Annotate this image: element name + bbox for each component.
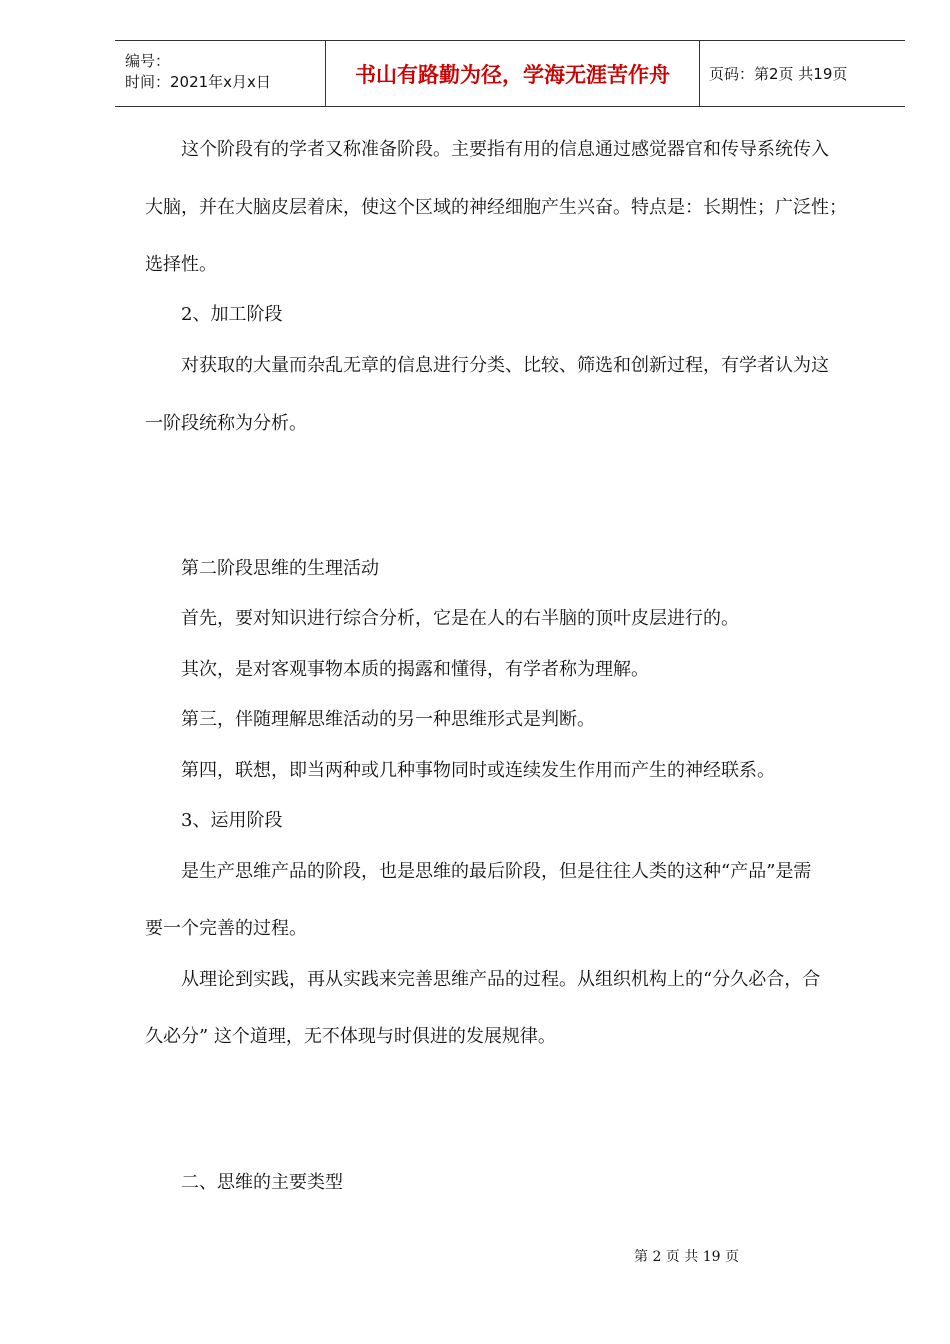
paragraph-line: 是生产思维产品的阶段，也是思维的最后阶段，但是往往人类的这种“产品”是需 [181,861,812,882]
page-footer: 第 2 页 共 19 页 [634,1249,739,1265]
header-meta [115,41,326,107]
paragraph-line: 大脑，并在大脑皮层着床，使这个区域的神经细胞产生兴奋。特点是：长期性；广泛性； [145,197,847,218]
header-number: 编号： [125,51,171,70]
section-heading: 二、思维的主要类型 [181,1172,343,1193]
header-time: 时间：2021年x月x日 [125,72,271,91]
paragraph-line: 久必分” 这个道理，无不体现与时俱进的发展规律。 [145,1026,556,1047]
paragraph-line: 对获取的大量而杂乱无章的信息进行分类、比较、筛选和创新过程，有学者认为这 [181,355,829,376]
header-page-info: 页码：第2页 共19页 [700,41,906,107]
page-header [115,40,905,107]
section-heading: 2、加工阶段 [181,304,283,325]
paragraph-line: 一阶段统称为分析。 [145,413,307,434]
section-heading: 3、运用阶段 [181,810,283,831]
paragraph-line: 选择性。 [145,254,217,275]
section-heading: 第二阶段思维的生理活动 [181,558,379,579]
paragraph-line: 其次，是对客观事物本质的揭露和懂得，有学者称为理解。 [181,659,649,680]
paragraph-line: 第三，伴随理解思维活动的另一种思维形式是判断。 [181,709,595,730]
paragraph-line: 要一个完善的过程。 [145,918,307,939]
header-motto: 书山有路勤为径，学海无涯苦作舟 [326,41,700,107]
paragraph-line: 这个阶段有的学者又称准备阶段。主要指有用的信息通过感觉器官和传导系统传入 [181,139,829,160]
paragraph-line: 从理论到实践，再从实践来完善思维产品的过程。从组织机构上的“分久必合，合 [181,969,821,990]
paragraph-line: 首先，要对知识进行综合分析，它是在人的右半脑的顶叶皮层进行的。 [181,608,739,629]
paragraph-line: 第四，联想，即当两种或几种事物同时或连续发生作用而产生的神经联系。 [181,760,775,781]
